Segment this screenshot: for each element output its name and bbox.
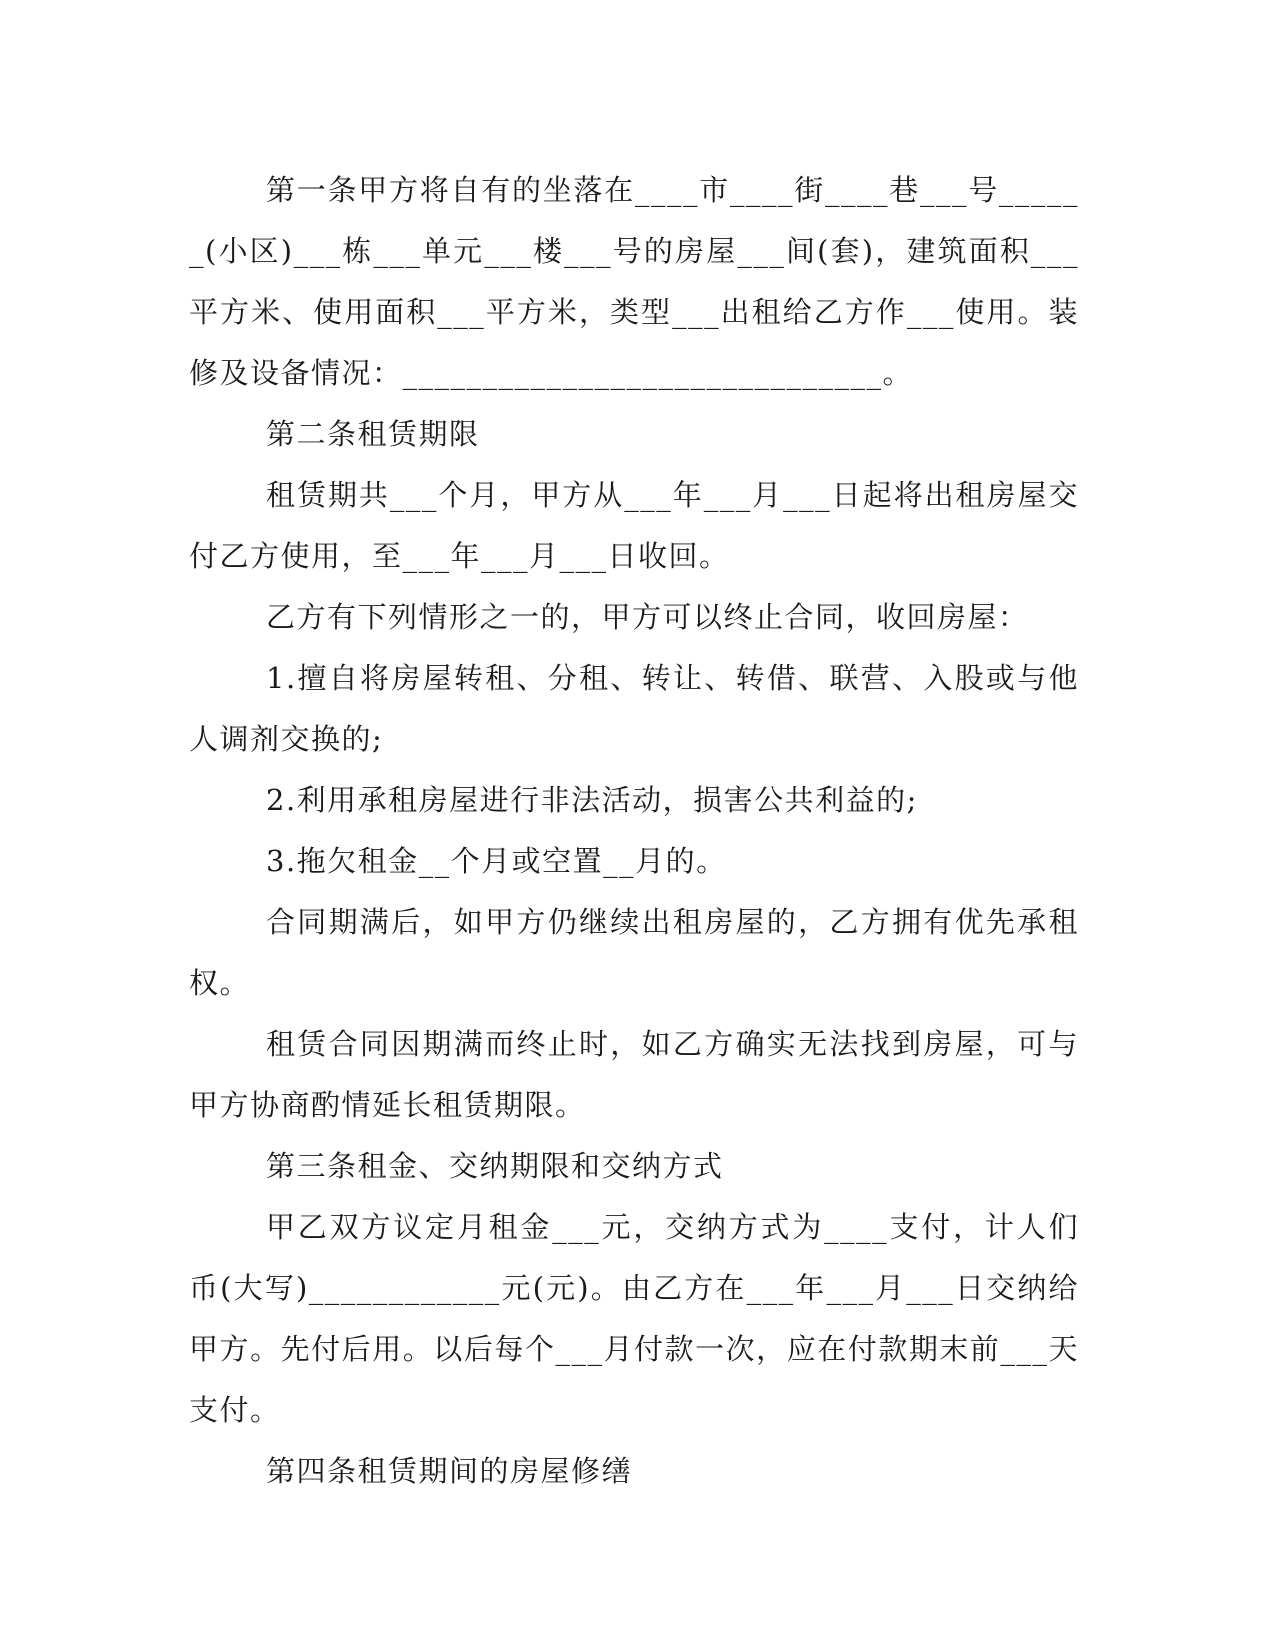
termination-item-1: 1.擅自将房屋转租、分租、转让、转借、联营、入股或与他人调剂交换的; <box>189 661 1079 756</box>
extension-paragraph: 租赁合同因期满而终止时，如乙方确实无法找到房屋，可与甲方协商酌情延长租赁期限。 <box>189 1027 1079 1122</box>
document-body <box>189 160 1079 1502</box>
termination-item-3: 3.拖欠租金__个月或空置__月的。 <box>266 844 727 878</box>
termination-item-2: 2.利用承租房屋进行非法活动，损害公共利益的; <box>266 783 918 817</box>
rent-payment-paragraph: 甲乙双方议定月租金___元，交纳方式为____支付，计人们币(大写)____________元(元)。由乙方在___年___月___日交纳给甲方。先付后用。以后每个___月付款一次，应在付款期末前___天支付。 <box>189 1210 1079 1427</box>
clause-1-location-paragraph: 第一条甲方将自有的坐落在____市____街____巷___号______(小区)___栋___单元___楼___号的房屋___间(套)，建筑面积___平方米、使用面积___平方米，类型___出租给乙方作___使用。装修及设备情况：______________________________。 <box>189 173 1079 390</box>
clause-2-heading: 第二条租赁期限 <box>266 417 480 451</box>
clause-4-heading: 第四条租赁期间的房屋修缮 <box>266 1454 633 1488</box>
termination-intro-paragraph: 乙方有下列情形之一的，甲方可以终止合同，收回房屋： <box>266 600 1029 634</box>
lease-term-paragraph: 租赁期共___个月，甲方从___年___月___日起将出租房屋交付乙方使用，至___年___月___日收回。 <box>189 478 1079 573</box>
clause-3-heading: 第三条租金、交纳期限和交纳方式 <box>266 1149 724 1183</box>
priority-lease-paragraph: 合同期满后，如甲方仍继续出租房屋的，乙方拥有优先承租权。 <box>189 905 1079 1000</box>
